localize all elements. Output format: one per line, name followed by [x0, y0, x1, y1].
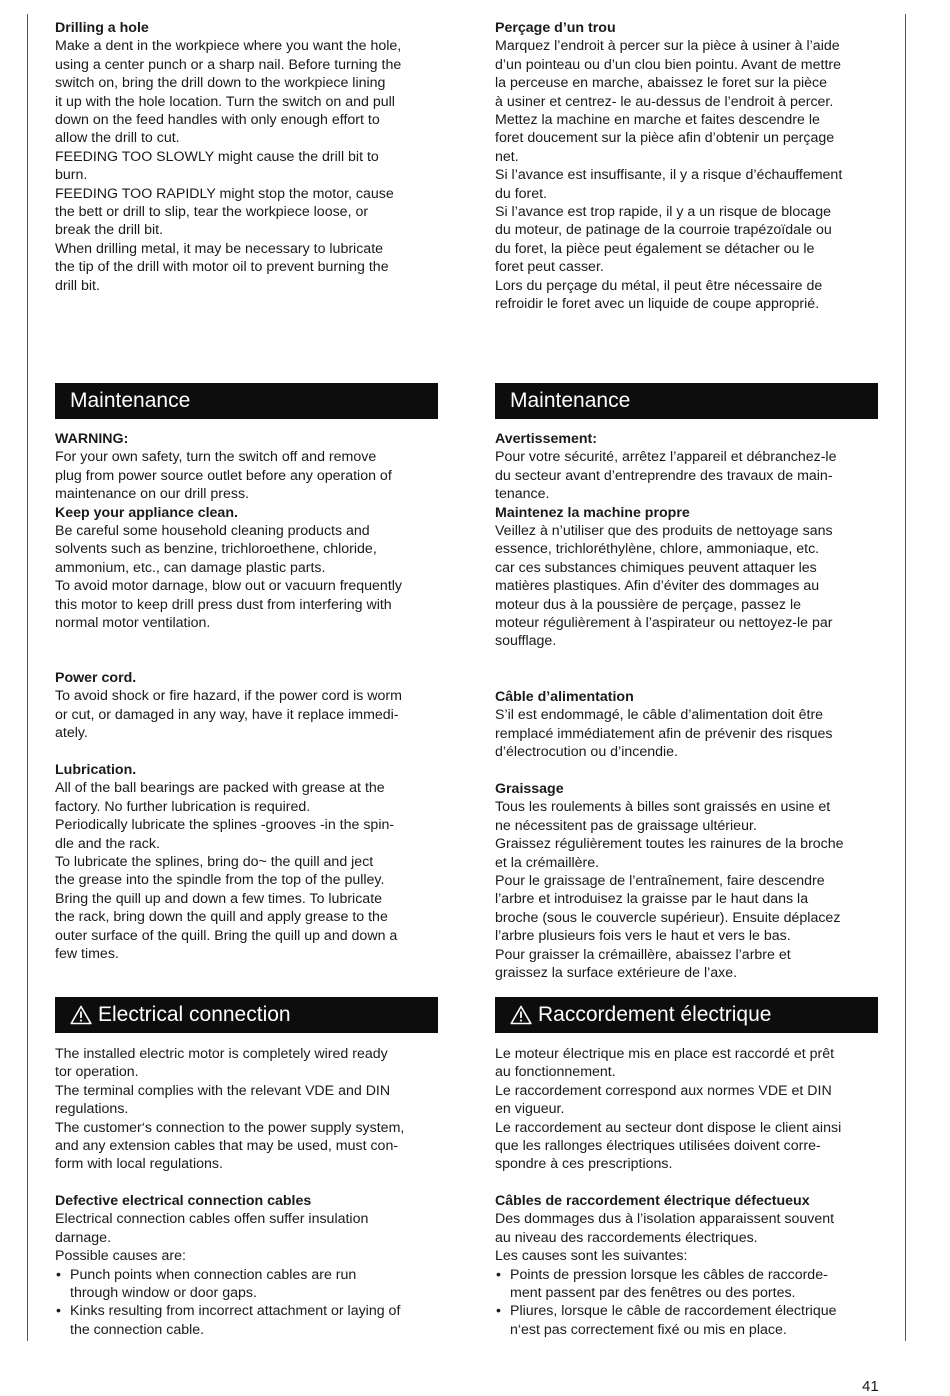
section-title: Maintenez la machine propre — [495, 504, 690, 521]
section-body: To avoid shock or fire hazard, if the power cord is worm or cut, or damaged in any way, have it replace immedi- ately. — [55, 688, 402, 742]
section-title: Câbles de raccordement électrique défectueux — [495, 1193, 810, 1209]
power-cord-section-en — [55, 669, 440, 743]
section-title: Drilling a hole — [55, 20, 149, 36]
warning-triangle-icon — [510, 1005, 532, 1025]
header-title: Maintenance — [70, 389, 191, 412]
list-item: • Punch points when connection cables are run through window or door gaps. — [70, 1266, 440, 1303]
page-number: 41 — [862, 1378, 879, 1395]
section-body: Le moteur électrique mis en place est raccordé et prêt au fonctionnement. Le raccordement correspond aux normes VDE et DIN en vigueur. Le raccordement au secteur dont dispose le client ainsi que les rallonges électriques utilisées doivent corre- spondre à ces prescriptions. — [495, 1046, 842, 1173]
section-title: Power cord. — [55, 670, 137, 686]
electrical-header-en — [55, 997, 438, 1033]
power-cord-section-fr — [495, 688, 880, 762]
right-margin-rule — [905, 14, 906, 1341]
section-title: Câble d’alimentation — [495, 689, 634, 705]
header-title: Maintenance — [510, 389, 631, 412]
electrical-section-en — [55, 1045, 440, 1174]
drilling-section-en — [55, 19, 440, 295]
section-body: Des dommages dus à l’isolation apparaissent souvent au niveau des raccordements électriques. Les causes sont les suivantes: — [495, 1211, 835, 1265]
lubrication-section-en — [55, 761, 440, 963]
drilling-section-fr — [495, 19, 880, 314]
section-body: Marquez l’endroit à percer sur la pièce à usiner à l’aide d’un pointeau ou d’un clou bien pointu. Avant de mettre la perceuse en marche, abaissez le foret sur la pièce à usiner et centrez- le au-dessus de l’endroit à percer. Mettez la machine en marche et faites descendre le foret doucement sur la pièce afin d’obtenir un perçage net. Si l’avance est insuffisante, il y a risque d’échauffement du foret. Si l’avance est trop rapide, il y a un risque de blocage du moteur, de patinage de la courroie trapézoïdale ou du foret, la pièce peut également se détacher ou le foret peut casser. Lors du perçage du métal, il peut être nécessaire de refroidir le foret avec un liquide de coupe approprié. — [495, 38, 843, 313]
electrical-section-fr — [495, 1045, 880, 1174]
list-item: • Kinks resulting from incorrect attachment or laying of the connection cable. — [70, 1302, 440, 1339]
section-title: WARNING: — [55, 431, 129, 447]
section-body: The installed electric motor is completely wired ready tor operation. The terminal complies with the relevant VDE and DIN regulations. The customer‘s connection to the power supply system, and any extension cables that may be used, must con- form with local regulations. — [55, 1046, 405, 1173]
section-title: Graissage — [495, 781, 564, 797]
warning-section-fr — [495, 430, 880, 651]
section-body: Be careful some household cleaning products and solvents such as benzine, trichloroethene, chloride, ammonium, etc., can damage plastic parts. To avoid motor darnage, blow out or vacuurn frequently this motor to keep drill press dust from interfering with normal motor ventilation. — [55, 523, 403, 632]
list-item: • Pliures, lorsque le câble de raccordement électrique n‘est pas correctement fixé ou mis en place. — [510, 1302, 880, 1339]
section-body: All of the ball bearings are packed with grease at the factory. No further lubrication is required. Periodically lubricate the splines -grooves -in the spin- dle and the rack. To lubricate the splines, bring do~ the quill and ject the grease into the spindle from the top of the pulley. Bring the quill up and down a few times. To lubricate the rack, bring down the quill and apply grease to the outer surface of the quill. Bring the quill up and down a few times. — [55, 780, 398, 963]
section-title: Perçage d’un trou — [495, 20, 616, 36]
section-body: Veillez à n’utiliser que des produits de nettoyage sans essence, trichloréthylène, chlore, ammoniaque, etc. car ces substances chimiques peuvent attaquer les matières plastiques. Afin d’éviter des dommages au moteur dus à la poussière de perçage, passez le moteur régulièrement à l’aspirateur ou nettoyez-le par soufflage. — [495, 523, 833, 650]
section-title: Keep your appliance clean. — [55, 504, 238, 521]
section-body: For your own safety, turn the switch off and remove plug from power source outlet before any operation of maintenance on our drill press. — [55, 449, 392, 503]
list-item: • Points de pression lorsque les câbles de raccorde- ment passent par des fenêtres ou des portes. — [510, 1266, 880, 1303]
maintenance-header-fr — [495, 383, 878, 419]
defective-cables-section-en — [55, 1192, 440, 1339]
maintenance-header-en — [55, 383, 438, 419]
section-body: Make a dent in the workpiece where you want the hole, using a center punch or a sharp nail. Before turning the switch on, bring the drill down to the workpiece lining it up with the hole location. Turn the switch on and pull down on the feed handles with only enough effort to allow the drill to cut. FEEDING TOO SLOWLY might cause the drill bit to burn. FEEDING TOO RAPIDLY might stop the motor, cause the bett or drill to slip, tear the workpiece loose, or break the drill bit. When drilling metal, it may be necessary to lubricate the tip of the drill with motor oil to prevent burning the drill bit. — [55, 38, 402, 294]
section-body: S’il est endommagé, le câble d’alimentation doit être remplacé immédiatement afin de prévenir des risques d’électrocution ou d’incendie. — [495, 707, 833, 761]
lubrication-section-fr — [495, 780, 880, 982]
electrical-header-fr — [495, 997, 878, 1033]
warning-triangle-icon — [70, 1005, 92, 1025]
section-title: Defective electrical connection cables — [55, 1193, 312, 1209]
header-title: Raccordement électrique — [538, 1003, 772, 1026]
defective-cables-section-fr — [495, 1192, 880, 1339]
left-margin-rule — [27, 14, 28, 1341]
warning-section-en — [55, 430, 440, 632]
causes-list — [55, 1266, 440, 1340]
header-title: Electrical connection — [98, 1003, 291, 1026]
causes-list — [495, 1266, 880, 1340]
section-title: Avertissement: — [495, 431, 597, 447]
section-title: Lubrication. — [55, 762, 137, 778]
section-body: Pour votre sécurité, arrêtez l’appareil et débranchez-le du secteur avant d’entreprendre des travaux de main- tenance. — [495, 449, 837, 503]
section-body: Tous les roulements à billes sont graissés en usine et ne nécessitent pas de graissage ultérieur. Graissez régulièrement toutes les rainures de la broche et la crémaillère. Pour le graissage de l’entraînement, faire descendre l’arbre et introduisez la graisse par le haut dans la broche (sous le couvercle supérieur). Ensuite déplacez l’arbre plusieurs fois vers le haut et vers le bas. Pour graisser la crémaillère, abaissez l’arbre et graissez la surface extérieure de l’axe. — [495, 799, 844, 982]
section-body: Electrical connection cables offen suffer insulation darnage. Possible causes are: — [55, 1211, 369, 1265]
